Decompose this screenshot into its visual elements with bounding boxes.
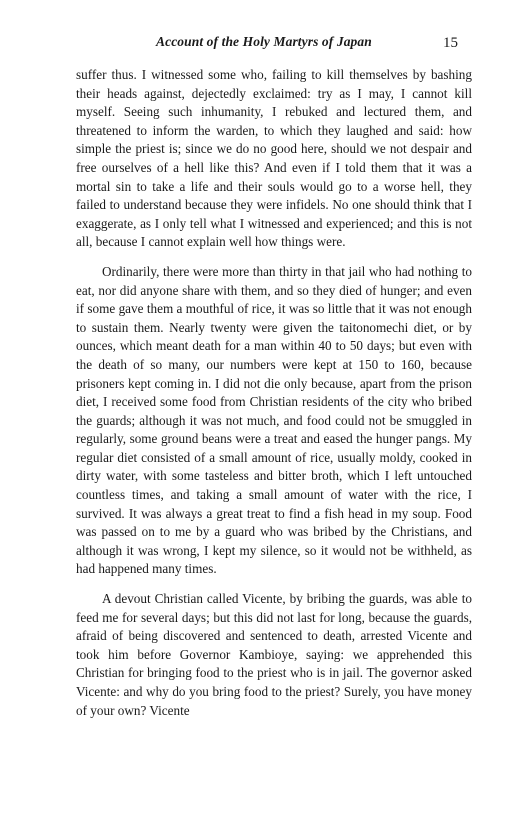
running-header-title: Account of the Holy Martyrs of Japan [156, 34, 372, 49]
paragraph-vicente: A devout Christian called Vicente, by bribing the guards, was able to feed me for several days; but this did not last for long, because the guards, afraid of being discovered and sentenced to death, arrested Vicente and took him before Governor Kambioye, saying: we apprehended this Christian for bringing food to the priest who is in jail. The governor asked Vicente: and why do you bring food to the priest? Surely, you have money of your own? Vicente [76, 591, 472, 718]
paragraph-continuation: suffer thus. I witnessed some who, failing to kill themselves by bashing their heads against, dejectedly exclaimed: try as I may, I cannot kill myself. Seeing such inhumanity, I rebuked and lectured them, and threatened to inform the warden, to which they laughed and said: how simple the priest is; since we do no good here, should we not despair and free ourselves of a hell like this? And even if I told them that it was a mortal sin to take a life and their souls would go to a worse hell, they failed to understand because they were infidels. No one should think that I exaggerate, as I only tell what I witnessed and experienced; and this is not all, because I cannot explain well how things were. [76, 67, 472, 250]
body-text [76, 66, 472, 720]
page-number: 15 [443, 35, 458, 51]
paragraph-prison-diet: Ordinarily, there were more than thirty in that jail who had nothing to eat, nor did anyone share with them, and so they died of hunger; and even if some gave them a mouthful of rice, it was so little that it was not enough to sustain them. Nearly twenty were given the taitonomechi diet, or by ounces, which meant death for a man within 40 to 50 days; but even with the death of so many, our numbers were kept at 150 to 160, because prisoners kept coming in. I did not die only because, apart from the prison diet, I received some food from Christian residents of the city who bribed the guards; although it was not much, and food could not be smuggled in regularly, some ground beans were a treat and eased the hunger pangs. My regular diet consisted of a small amount of rice, usually moldy, cooked in dirty water, with some tasteless and bitter broth, which I left untouched countless times, and taking a small amount of water with the rice, I survived. It was always a great treat to find a fish head in my soup. Food was passed on to me by a guard who was bribed by the Christians, and although it was wrong, I kept my silence, so it would not be withheld, as had happened many times. [76, 263, 472, 577]
running-header [76, 34, 472, 56]
